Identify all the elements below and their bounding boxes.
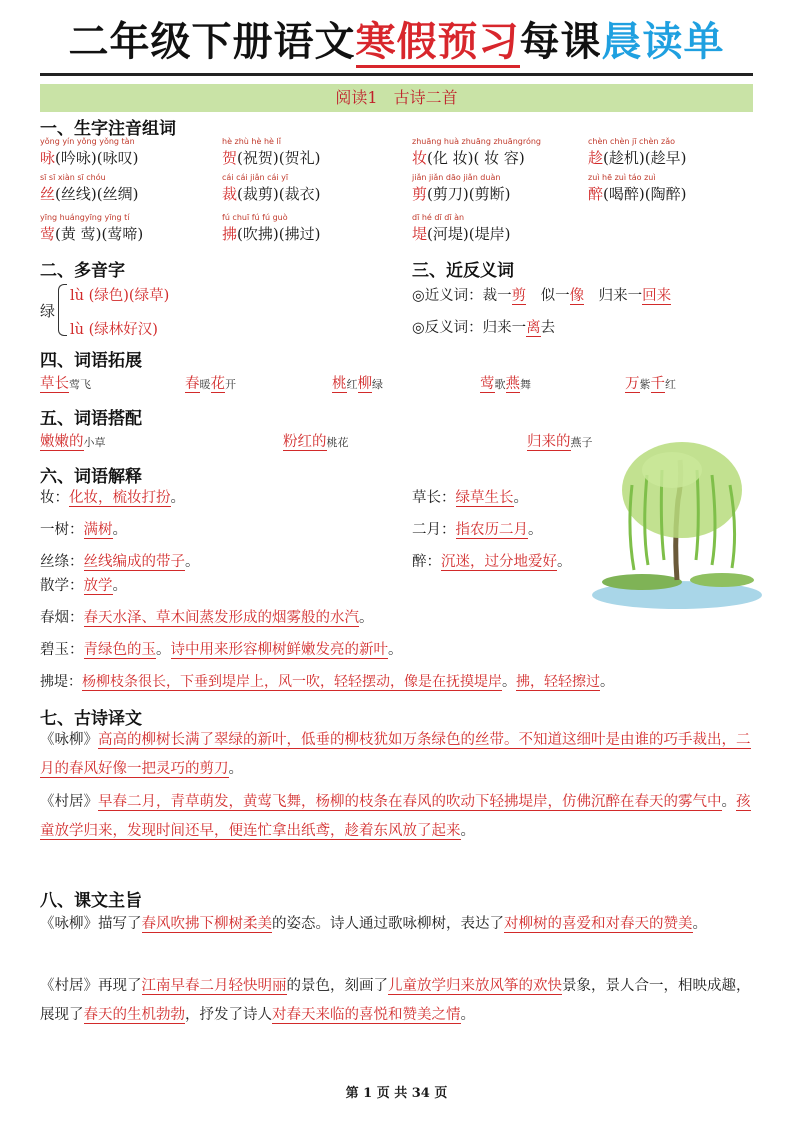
brace [58, 284, 67, 336]
jieshi-zhuang: 妆：化妆，梳妆打扮。 [40, 490, 185, 506]
section-5-heading: 五、词语搭配 [40, 409, 142, 429]
pinyin: yǒng yín yǒng yǒng tàn [40, 137, 135, 146]
pinyin: fú chuī fú fú guò [222, 213, 288, 222]
title-divider [40, 73, 753, 76]
words: (趁机)(趁早) [603, 149, 687, 167]
section-1-heading: 一、生字注音组词 [40, 119, 176, 139]
willow-tree-illustration [582, 430, 762, 620]
words: (黄 莺)(莺啼) [55, 225, 144, 243]
lesson-banner: 阅读1 古诗二首 [40, 84, 753, 112]
dapei-2: 粉红的桃花 [283, 434, 349, 450]
pinyin: sī sī xiàn sī chóu [40, 173, 106, 182]
char: 拂 [222, 225, 238, 243]
pinyin: jiǎn jiǎn dāo jiǎn duàn [412, 173, 501, 182]
synonym-line: ◎近义词：裁一剪 似一像 归来一回来 [412, 288, 672, 304]
antonym-line: ◎反义词：归来一离去 [412, 320, 556, 336]
char-words [40, 184, 138, 204]
char: 贺 [222, 149, 238, 167]
tuozhan-3: 桃红柳绿 [332, 376, 383, 392]
char-entry [222, 212, 320, 244]
char-words [412, 224, 510, 244]
jieshi-sitao: 丝绦：丝线编成的带子。 [40, 554, 200, 570]
words: (裁剪)(裁衣) [237, 185, 321, 203]
words: (吟咏)(咏叹) [55, 149, 139, 167]
char: 丝 [40, 185, 56, 203]
pinyin: dī hé dī dī àn [412, 213, 465, 222]
dapei-1: 嫩嫩的小草 [40, 434, 106, 450]
char-words [222, 224, 320, 244]
section-6-heading: 六、词语解释 [40, 467, 142, 487]
words: (河堤)(堤岸) [427, 225, 511, 243]
char-entry [412, 212, 510, 244]
zhuzhi-cunju: 《村居》再现了江南早春二月轻快明丽的景色，刻画了儿童放学归来放风筝的欢快景象，景人合一，相映成趣，展现了春天的生机勃勃，抒发了诗人对春天来临的喜悦和赞美之情。 [40, 978, 751, 1023]
words: (吹拂)(拂过) [237, 225, 321, 243]
char-words [588, 184, 686, 204]
tuozhan-4: 莺歌燕舞 [480, 376, 531, 392]
section-8-heading: 八、课文主旨 [40, 891, 142, 911]
canopy-highlight [642, 452, 702, 488]
char: 趁 [588, 149, 604, 167]
words: (祝贺)(贺礼) [237, 149, 321, 167]
jieshi-sanxue: 散学：放学。 [40, 578, 127, 594]
char-words [412, 184, 510, 204]
jieshi-biyu: 碧玉：青绿色的玉。诗中用来形容柳树鲜嫩发亮的新叶。 [40, 642, 403, 658]
pinyin: yīng huángyīng yīng tí [40, 213, 130, 222]
char: 堤 [412, 225, 428, 243]
words: (化 妆)( 妆 容) [427, 149, 525, 167]
jieshi-chunyan: 春烟：春天水泽、草木间蒸发形成的烟雾般的水汽。 [40, 610, 374, 626]
zhuzhi-yongliu: 《咏柳》描写了春风吹拂下柳树柔美的姿态。诗人通过歌咏柳树，表达了对柳树的喜爱和对春天的赞美。 [40, 916, 707, 932]
pinyin: zhuāng huà zhuāng zhuāngróng [412, 137, 541, 146]
words: (喝醉)(陶醉) [603, 185, 687, 203]
tuozhan-1: 草长莺飞 [40, 376, 91, 392]
char-entry [412, 172, 510, 204]
yiwen-cunju: 《村居》早春二月，青草萌发，黄莺飞舞，杨柳的枝条在春风的吹动下轻拂堤岸，仿佛沉醉在春天的雾气中。孩童放学归来，发现时间还早，便连忙拿出纸鸢，趁着东风放了起来。 [40, 794, 751, 839]
section-3-heading: 三、近反义词 [412, 261, 514, 281]
pinyin: cái cái jiǎn cái yī [222, 173, 289, 182]
char-entry [412, 136, 541, 168]
duoyin-char: 绿 [40, 302, 56, 320]
jieshi-zui: 醉：沉迷，过分地爱好。 [412, 554, 572, 570]
section-4-heading: 四、词语拓展 [40, 351, 142, 371]
pinyin: zuì hē zuì táo zuì [588, 173, 656, 182]
grass-left [602, 574, 682, 590]
char: 醉 [588, 185, 604, 203]
char: 咏 [40, 149, 56, 167]
tuozhan-2: 春暖花开 [185, 376, 236, 392]
char-entry [40, 136, 138, 168]
grass-right [690, 573, 754, 587]
char-words [588, 148, 686, 168]
char-words [222, 148, 320, 168]
jieshi-yishu: 一树：满树。 [40, 522, 127, 538]
jieshi-eryue: 二月：指农历二月。 [412, 522, 543, 538]
char: 剪 [412, 185, 428, 203]
jieshi-caozhang: 草长：绿草生长。 [412, 490, 528, 506]
section-7-heading: 七、古诗译文 [40, 709, 142, 729]
char-words [412, 148, 541, 168]
words: (丝线)(丝绸) [55, 185, 139, 203]
page-title: 二年级下册语文寒假预习每课晨读单 [0, 12, 793, 72]
jieshi-fudi: 拂堤：杨柳枝条很长，下垂到堤岸上，风一吹，轻轻摆动，像是在抚摸堤岸。拂，轻轻擦过。 [40, 674, 614, 690]
char-entry [588, 136, 686, 168]
char: 莺 [40, 225, 56, 243]
section-2-heading: 二、多音字 [40, 261, 125, 281]
duoyin-line-2: lù (绿林好汉) [70, 322, 158, 338]
char-entry [40, 172, 138, 204]
tuozhan-5: 万紫千红 [625, 376, 676, 392]
char-entry [588, 172, 686, 204]
char-words [222, 184, 320, 204]
pinyin: chèn chèn jī chèn zǎo [588, 137, 675, 146]
char-entry [222, 172, 320, 204]
char-words [40, 224, 143, 244]
page-footer: 第 1 页 共 34 页 [345, 1086, 448, 1101]
char-entry [222, 136, 320, 168]
yiwen-yongliu: 《咏柳》高高的柳树长满了翠绿的新叶，低垂的柳枝犹如万条绿色的丝带。不知道这细叶是由谁的巧手裁出，二月的春风好像一把灵巧的剪刀。 [40, 732, 751, 777]
char: 妆 [412, 149, 428, 167]
duoyin-line-1: lù (绿色)(绿草) [70, 288, 170, 304]
pinyin: hè zhù hè hè lǐ [222, 137, 281, 146]
char-entry [40, 212, 143, 244]
char: 裁 [222, 185, 238, 203]
words: (剪刀)(剪断) [427, 185, 511, 203]
char-words [40, 148, 138, 168]
dapei-3: 归来的燕子 [527, 434, 593, 450]
